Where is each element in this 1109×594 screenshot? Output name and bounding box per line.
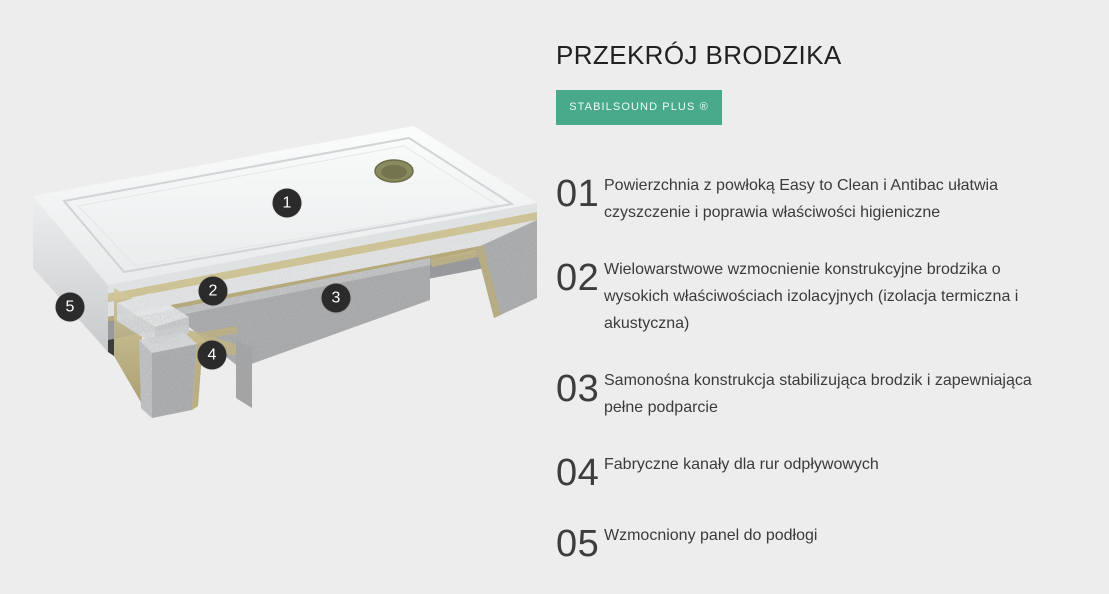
part-marker-2-label: 2 xyxy=(208,282,218,299)
part-marker-3-label: 3 xyxy=(331,289,341,306)
page-title: PRZEKRÓJ BRODZIKA xyxy=(556,40,842,70)
feature-number: 03 xyxy=(556,368,600,410)
part-marker-3 xyxy=(322,284,351,313)
feature-description: Powierzchnia z powłoką Easy to Clean i Antibac ułatwia czyszczenie i poprawia właściwości higieniczne xyxy=(604,177,998,221)
part-marker-4-label: 4 xyxy=(207,346,217,363)
part-marker-4 xyxy=(198,341,227,370)
feature-number: 05 xyxy=(556,523,600,565)
feature-item-05 xyxy=(556,522,1056,563)
feature-description: Fabryczne kanały dla rur odpływowych xyxy=(604,456,879,473)
part-marker-1-label: 1 xyxy=(282,194,292,211)
feature-description: Wielowarstwowe wzmocnienie konstrukcyjne brodzika o wysokich właściwościach izolacyjnych (izolacja termiczna i akustyczna) xyxy=(604,261,1019,332)
feature-list xyxy=(556,172,1056,563)
part-marker-5 xyxy=(56,293,85,322)
feature-item-02 xyxy=(556,256,1056,337)
feature-number: 04 xyxy=(556,452,600,494)
feature-item-03 xyxy=(556,367,1056,421)
part-marker-2 xyxy=(199,277,228,306)
part-marker-5-label: 5 xyxy=(65,298,75,315)
shower-tray-illustration xyxy=(0,0,545,594)
feature-description: Samonośna konstrukcja stabilizująca brodzik i zapewniająca pełne podparcie xyxy=(604,372,1032,416)
feature-item-04 xyxy=(556,451,1056,492)
feature-item-01 xyxy=(556,172,1056,226)
feature-number: 02 xyxy=(556,257,600,299)
feature-number: 01 xyxy=(556,173,600,215)
part-marker-1 xyxy=(273,189,302,218)
stabilsound-plus-badge[interactable]: STABILSOUND PLUS ® xyxy=(556,90,722,125)
feature-description: Wzmocniony panel do podłogi xyxy=(604,527,818,544)
shower-tray-cutaway-graphic xyxy=(0,0,545,460)
